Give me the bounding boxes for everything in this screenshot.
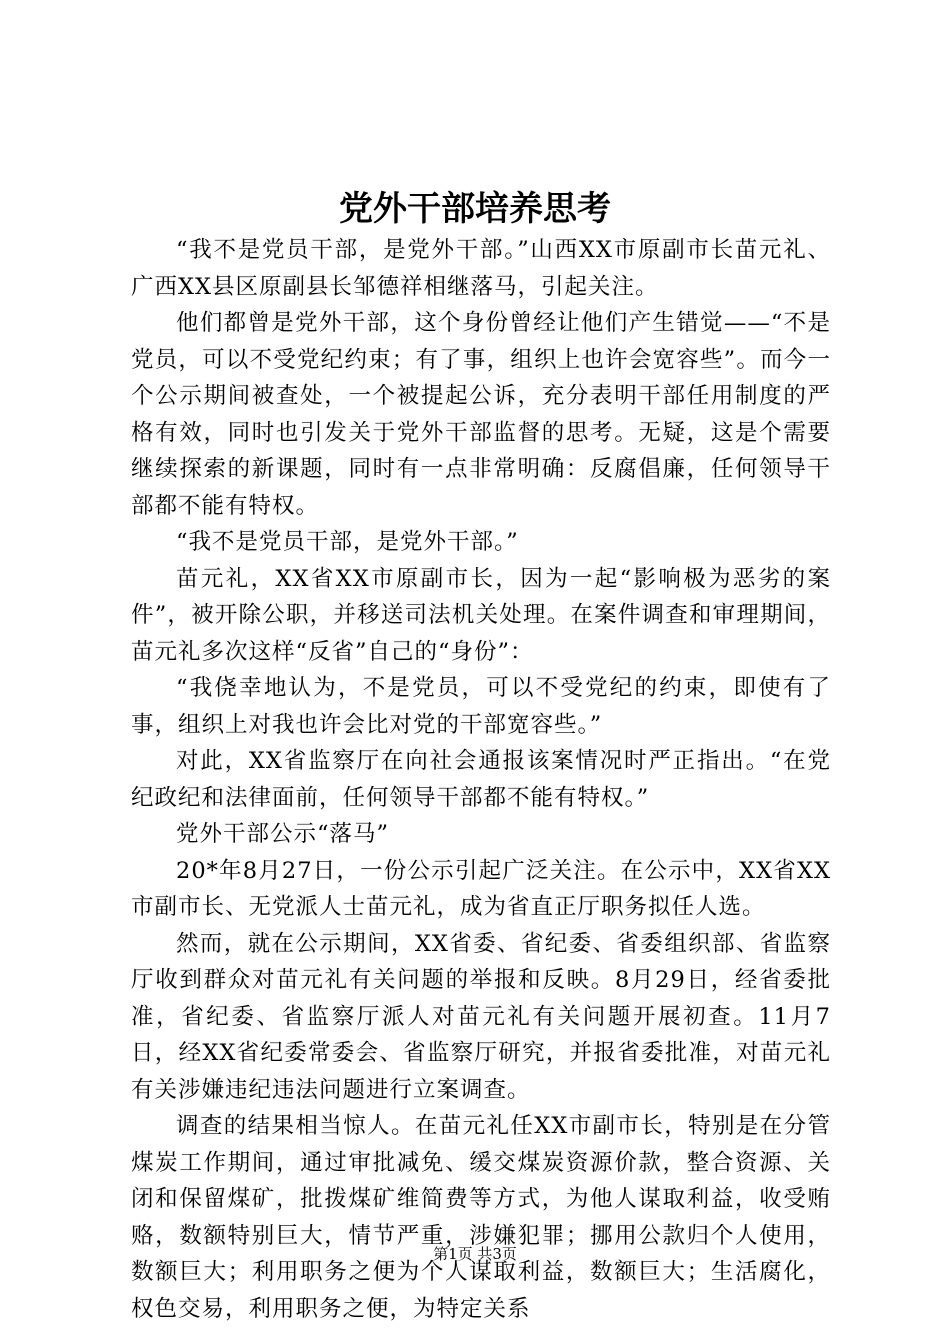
paragraph: 他们都曾是党外干部，这个身份曾经让他们产生错觉——“不是党员，可以不受党纪约束；有了事，组织上也许会宽容些”。而今一个公示期间被查处，一个被提起公诉，充分表明干部任用制度的严格有效，同时也引发关于党外干部监督的思考。无疑，这是个需要继续探索的新课题，同时有一点非常明确：反腐倡廉，任何领导干部都不能有特权。	[131, 310, 831, 519]
paragraph: “我不是党员干部，是党外干部。”	[176, 529, 519, 555]
paragraph: 苗元礼，XX省XX市原副市长，因为一起“影响极为恶劣的案件”，被开除公职，并移送司法机关处理。在案件调查和审理期间，苗元礼多次这样“反省”自己的“身份”：	[131, 565, 831, 665]
section-heading: 党外干部公示“落马”	[176, 821, 390, 847]
document-body	[131, 232, 831, 1327]
paragraph: 然而，就在公示期间，XX省委、省纪委、省委组织部、省监察厅收到群众对苗元礼有关问题的举报和反映。8月29日，经省委批准，省纪委、省监察厅派人对苗元礼有关问题开展初查。11月7日，经XX省纪委常委会、省监察厅研究，并报省委批准，对苗元礼有关涉嫌违纪违法问题进行立案调查。	[131, 930, 831, 1103]
paragraph: 20*年8月27日，一份公示引起广泛关注。在公示中，XX省XX市副市长、无党派人士苗元礼，成为省直正厅职务拟任人选。	[131, 857, 831, 920]
paragraph: “我侥幸地认为，不是党员，可以不受党纪的约束，即使有了事，组织上对我也许会比对党的干部宽容些。”	[131, 675, 831, 738]
page-footer: 第1页 共3页	[433, 1245, 517, 1263]
document-title: 党外干部培养思考	[339, 189, 611, 229]
paragraph: 调查的结果相当惊人。在苗元礼任XX市副市长，特别是在分管煤炭工作期间，通过审批减免、缓交煤炭资源价款，整合资源、关闭和保留煤矿，批拨煤矿维简费等方式，为他人谋取利益，收受贿赂，数额特别巨大，情节严重，涉嫌犯罪；挪用公款归个人使用，数额巨大；利用职务之便为个人谋取利益，数额巨大；生活腐化，权色交易，利用职务之便，为特定关系	[131, 1113, 831, 1322]
paragraph: 对此，XX省监察厅在向社会通报该案情况时严正指出。“在党纪政纪和法律面前，任何领导干部都不能有特权。”	[131, 748, 831, 811]
paragraph: “我不是党员干部，是党外干部。”山西XX市原副市长苗元礼、广西XX县区原副县长邹德祥相继落马，引起关注。	[131, 237, 831, 300]
